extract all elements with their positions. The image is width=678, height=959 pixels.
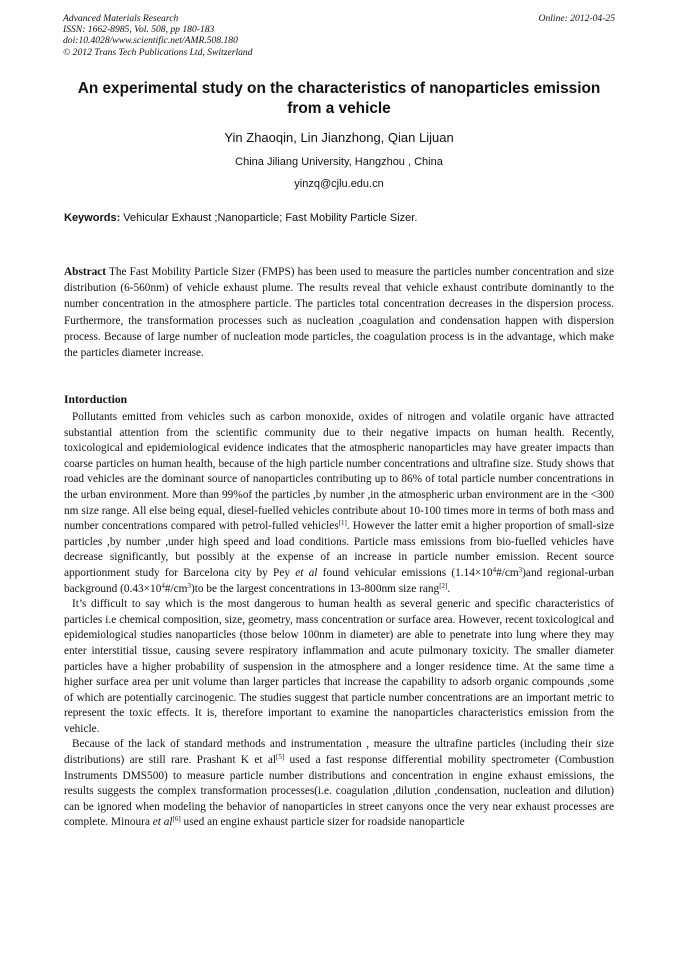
text-span: used an engine exhaust particle sizer for roadside nanoparticle xyxy=(180,816,465,829)
exponent: 4 xyxy=(161,581,165,590)
online-date: Online: 2012-04-25 xyxy=(538,13,615,24)
introduction-body xyxy=(64,410,614,831)
issn-line: ISSN: 1662-8985, Vol. 508, pp 180-183 xyxy=(63,24,215,36)
citation-ref[interactable]: [2] xyxy=(439,581,448,590)
exponent: 3 xyxy=(187,581,191,590)
author-email[interactable]: yinzq@cjlu.edu.cn xyxy=(294,178,384,190)
author-list: Yin Zhaoqin, Lin Jianzhong, Qian Lijuan xyxy=(224,130,454,145)
abstract-label: Abstract xyxy=(64,266,107,278)
doi-line: doi:10.4028/www.scientific.net/AMR.508.180 xyxy=(63,35,238,47)
text-span: found vehicular emissions (1.14×10 xyxy=(317,566,493,579)
intro-paragraph: It’s difficult to say which is the most dangerous to human health as several generic and specific characteristics of particles i.e chemical composition, size, geometry, mass concentration or surface area. However, recent toxicological and epidemiological studies nanoparticles (those below 100nm in diameter) are able to penetrate into lung where they may enter interstitial tissue, causing severe respiratory inflammation and acute pulmonary toxicity. The smaller diameter particles have a higher probability of suspension in the atmosphere and a longer residence time. At the same time a higher surface area per unit volume than larger particles that increase the capability to adsorb organic compounds ,some of which are potentially carcinogenic. The studies suggest that particle number concentrations are an important metric to represent the toxic effects. It is, therefore important to examine the nanoparticles characteristics emission from the vehicle. xyxy=(64,598,614,735)
exponent: 4 xyxy=(492,565,497,574)
citation-ref[interactable]: [1] xyxy=(338,519,347,528)
text-span: )and regional-urban background (0.43×10 xyxy=(64,566,614,595)
intro-paragraph xyxy=(64,737,614,831)
text-span: . However the latter emit a higher proportion of small-size particles ,by number ,under high speed and load conditions. Particle mass emissions from bio-fuelled vehicles have decrease significantly, but possibly at the expense of an increase in particle number emission. Recent source apportionment study for Barcelona city by Pey xyxy=(64,520,614,579)
abstract xyxy=(64,264,614,361)
text-span: )to be the largest concentrations in 13-800nm size rang xyxy=(190,582,440,595)
copyright-line: © 2012 Trans Tech Publications Ltd, Switzerland xyxy=(63,46,253,58)
text-span: . xyxy=(447,582,451,595)
keywords-line xyxy=(64,211,616,225)
journal-name: Advanced Materials Research xyxy=(63,13,179,24)
journal-header xyxy=(63,13,615,58)
italic-text: et al xyxy=(152,816,173,829)
affiliation: China Jiliang University, Hangzhou , China xyxy=(235,156,443,168)
text-span: Because of the lack of standard methods and instrumentation , measure the ultrafine particles (including their size distributions) are still rare. Prashant K et al xyxy=(64,738,614,767)
text-span: #/cm xyxy=(164,582,188,595)
text-span: used a fast response differential mobility spectrometer (Combustion Instruments DMS500) to measure particle number distributions and concentration in engine exhaust emissions, the results suggests the complex transformation processes(i.e. coagulation ,dilution ,condensation, nucleation and dilution) can be ignored when modeling the behavior of nanoparticles in street canyons once the very near exhaust processes are complete. Minoura xyxy=(64,754,614,829)
exponent: 3 xyxy=(518,565,523,574)
citation-ref[interactable]: [6] xyxy=(172,815,181,824)
text-span: Pollutants emitted from vehicles such as carbon monoxide, oxides of nitrogen and volatile organic have attracted substantial attention from the scientific community due to their negative impacts on human health. Recently, toxicological and epidemiological evidence indicates that the atmospheric nanoparticles may have greater impacts than coarse particles on human health, because of the high particle number concentrations and ultrafine size. Study shows that road vehicles are the dominant source of nanoparticles contributing up to 86% of total particle number concentrations in the urban environment. More than 99%of the particles ,by number ,in the atmospheric urban environment are in the <300 nm size range. All else being equal, diesel-fuelled vehicles contribute about 10-100 times more in terms of both mass and number concentrations compared with petrol-fulled vehicles xyxy=(64,411,614,533)
italic-text: et al xyxy=(295,566,318,579)
paper-title: An experimental study on the characteristics of nanoparticles emission from a vehicle xyxy=(77,80,601,117)
citation-ref[interactable]: [5] xyxy=(276,753,285,762)
keywords-text: Vehicular Exhaust ;Nanoparticle; Fast Mobility Particle Sizer. xyxy=(120,212,418,224)
text-span: #/cm xyxy=(496,566,519,579)
keywords-label: Keywords: xyxy=(64,212,121,224)
section-heading-introduction: Intorduction xyxy=(64,393,128,406)
intro-paragraph xyxy=(64,410,614,597)
abstract-text: The Fast Mobility Particle Sizer (FMPS) has been used to measure the particles number concentration and size distribution (6-560nm) of vehicle exhaust plume. The results reveal that vehicle exhaust contribute dominantly to the number concentration in the atmosphere particle. The particles total concentration decreases in the dispersion process. Furthermore, the transformation processes such as nucleation ,coagulation and condensation happen with dispersion process. Because of large number of nucleation mode particles, the coagulation process is in the advantage, which make the particles diameter increase. xyxy=(64,266,614,360)
